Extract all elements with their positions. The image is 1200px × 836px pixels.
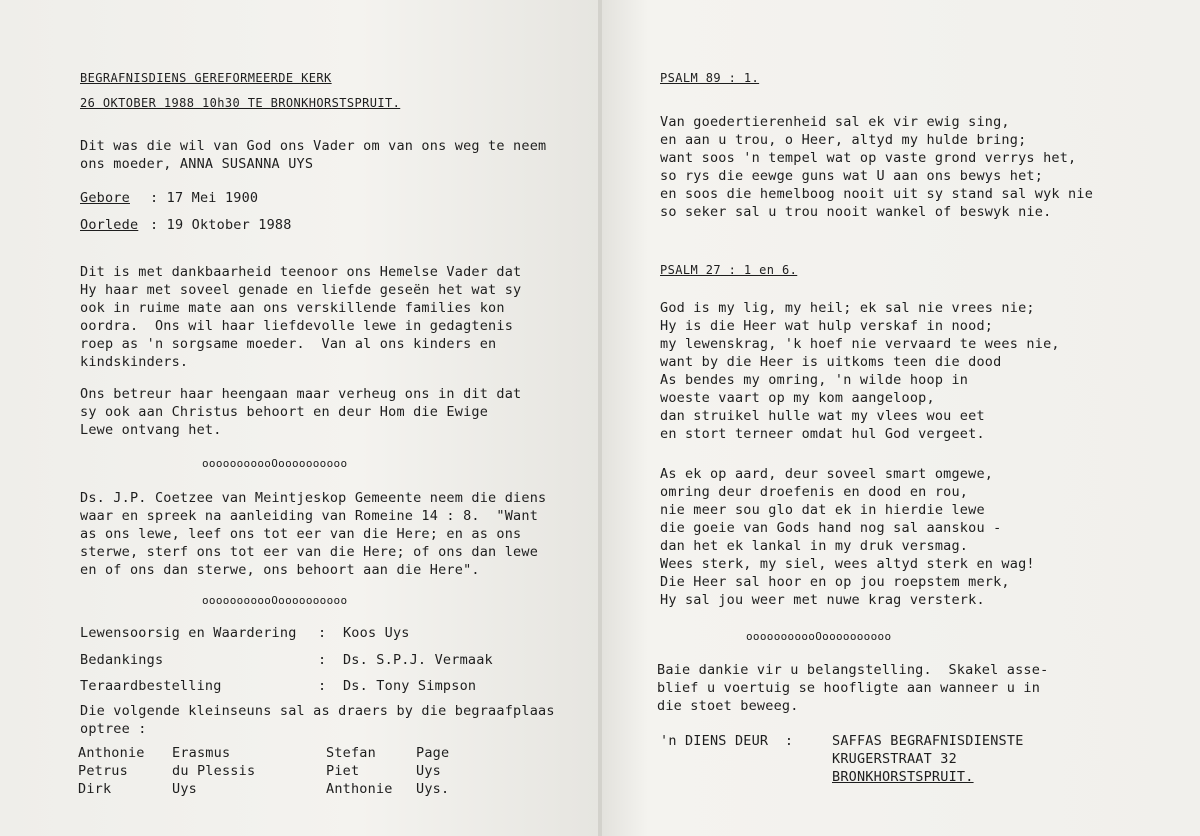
psalm-89-line: so rys die eewge guns wat U aan ons bewys het;	[660, 168, 1044, 184]
bearer-last: Erasmus	[172, 745, 231, 761]
para3-line: as ons lewe, leef ons tot eer van die Here; en as ons	[80, 526, 522, 542]
bearer-last: Uys	[416, 763, 441, 779]
page-fold	[598, 0, 602, 836]
para3-line: waar en spreek na aanleiding van Romeine 14 : 8. "Want	[80, 508, 539, 524]
separator-2: ooooooooooOoooooooooo	[202, 594, 348, 607]
para2-line: Ons betreur haar heengaan maar verheug ons in dit dat	[80, 386, 522, 402]
psalm-27-line: dan het ek lankal in my druk versmag.	[660, 538, 969, 554]
psalm-27-line: die goeie van Gods hand nog sal aanskou -	[660, 520, 1002, 536]
intro-line-2: ons moeder, ANNA SUSANNA UYS	[80, 156, 314, 172]
service-header-date: 26 OKTOBER 1988 10h30 TE BRONKHORSTSPRUIT.	[80, 96, 401, 110]
service-by-label: 'n DIENS DEUR :	[660, 733, 794, 749]
bearer-last: du Plessis	[172, 763, 256, 779]
bearer-first: Stefan	[326, 745, 376, 761]
psalm-27-line: want by die Heer is uitkoms teen die dood	[660, 354, 1002, 370]
separator-1: ooooooooooOoooooooooo	[202, 457, 348, 470]
psalm-27-line: Hy is die Heer wat hulp verskaf in nood;	[660, 318, 994, 334]
bearer-first: Anthonie	[326, 781, 393, 797]
psalm-27-line: nie meer sou glo dat ek in hierdie lewe	[660, 502, 985, 518]
role-person: : Ds. Tony Simpson	[318, 678, 477, 694]
service-header-title: BEGRAFNISDIENS GEREFORMEERDE KERK	[80, 71, 332, 85]
funeral-home-name: SAFFAS BEGRAFNISDIENSTE	[832, 733, 1024, 749]
para1-line: roep as 'n sorgsame moeder. Van al ons kinders en	[80, 336, 497, 352]
psalm-27-line: en stort terneer omdat hul God vergeet.	[660, 426, 985, 442]
bearer-last: Page	[416, 745, 450, 761]
closing-line: die stoet beweeg.	[657, 698, 799, 714]
bearer-first: Anthonie	[78, 745, 145, 761]
psalm-27-line: God is my lig, my heil; ek sal nie vrees nie;	[660, 300, 1035, 316]
para1-line: kindskinders.	[80, 354, 189, 370]
psalm-27-title: PSALM 27 : 1 en 6.	[660, 263, 798, 277]
born-value: : 17 Mei 1900	[150, 190, 259, 206]
bearer-first: Dirk	[78, 781, 112, 797]
died-label: Oorlede	[80, 217, 139, 233]
separator-3: ooooooooooOoooooooooo	[746, 630, 892, 643]
bearer-last: Uys.	[416, 781, 450, 797]
psalm-89-line: Van goedertierenheid sal ek vir ewig sing,	[660, 114, 1010, 130]
role-label: Bedankings	[80, 652, 164, 668]
para1-line: ook in ruime mate aan ons verskillende families kon	[80, 300, 505, 316]
psalm-89-line: en soos die hemelboog nooit uit sy stand sal wyk nie	[660, 186, 1094, 202]
psalm-27-line: Wees sterk, my siel, wees altyd sterk en wag!	[660, 556, 1035, 572]
psalm-27-line: omring deur droefenis en dood en rou,	[660, 484, 969, 500]
para2-line: sy ook aan Christus behoort en deur Hom die Ewige	[80, 404, 489, 420]
para3-line: Ds. J.P. Coetzee van Meintjeskop Gemeente neem die diens	[80, 490, 547, 506]
bearer-first: Piet	[326, 763, 360, 779]
psalm-89-line: en aan u trou, o Heer, altyd my hulde bring;	[660, 132, 1027, 148]
psalm-27-line: As ek op aard, deur soveel smart omgewe,	[660, 466, 994, 482]
psalm-89-line: so seker sal u trou nooit wankel of beswyk nie.	[660, 204, 1052, 220]
intro-line-1: Dit was die wil van God ons Vader om van ons weg te neem	[80, 138, 547, 154]
para3-line: sterwe, sterf ons tot eer van die Here; of ons dan lewe	[80, 544, 539, 560]
born-label: Gebore	[80, 190, 130, 206]
died-value: : 19 Oktober 1988	[150, 217, 292, 233]
psalm-89-line: want soos 'n tempel wat op vaste grond verrys het,	[660, 150, 1077, 166]
bearers-intro-line: optree :	[80, 721, 147, 737]
closing-line: blief u voertuig se hoofligte aan wanneer u in	[657, 680, 1041, 696]
bearers-intro-line: Die volgende kleinseuns sal as draers by die begraafplaas	[80, 703, 555, 719]
funeral-home-town: BRONKHORSTSPRUIT.	[832, 769, 974, 785]
bearer-last: Uys	[172, 781, 197, 797]
psalm-27-line: my lewenskrag, 'k hoef nie vervaard te wees nie,	[660, 336, 1060, 352]
role-label: Lewensoorsig en Waardering	[80, 625, 297, 641]
psalm-27-line: Hy sal jou weer met nuwe krag versterk.	[660, 592, 985, 608]
para1-line: Dit is met dankbaarheid teenoor ons Hemelse Vader dat	[80, 264, 522, 280]
psalm-27-line: Die Heer sal hoor en op jou roepstem merk,	[660, 574, 1010, 590]
psalm-27-line: dan struikel hulle wat my vlees wou eet	[660, 408, 985, 424]
para2-line: Lewe ontvang het.	[80, 422, 222, 438]
psalm-27-line: As bendes my omring, 'n wilde hoop in	[660, 372, 969, 388]
bearer-first: Petrus	[78, 763, 128, 779]
para3-line: en of ons dan sterwe, ons behoort aan die Here".	[80, 562, 480, 578]
role-label: Teraardbestelling	[80, 678, 222, 694]
closing-line: Baie dankie vir u belangstelling. Skakel asse-	[657, 662, 1049, 678]
para1-line: Hy haar met soveel genade en liefde geseën het wat sy	[80, 282, 522, 298]
para1-line: oordra. Ons wil haar liefdevolle lewe in gedagtenis	[80, 318, 514, 334]
funeral-home-street: KRUGERSTRAAT 32	[832, 751, 957, 767]
role-person: : Koos Uys	[318, 625, 410, 641]
psalm-89-title: PSALM 89 : 1.	[660, 71, 760, 85]
role-person: : Ds. S.P.J. Vermaak	[318, 652, 493, 668]
psalm-27-line: woeste vaart op my kom aangeloop,	[660, 390, 935, 406]
